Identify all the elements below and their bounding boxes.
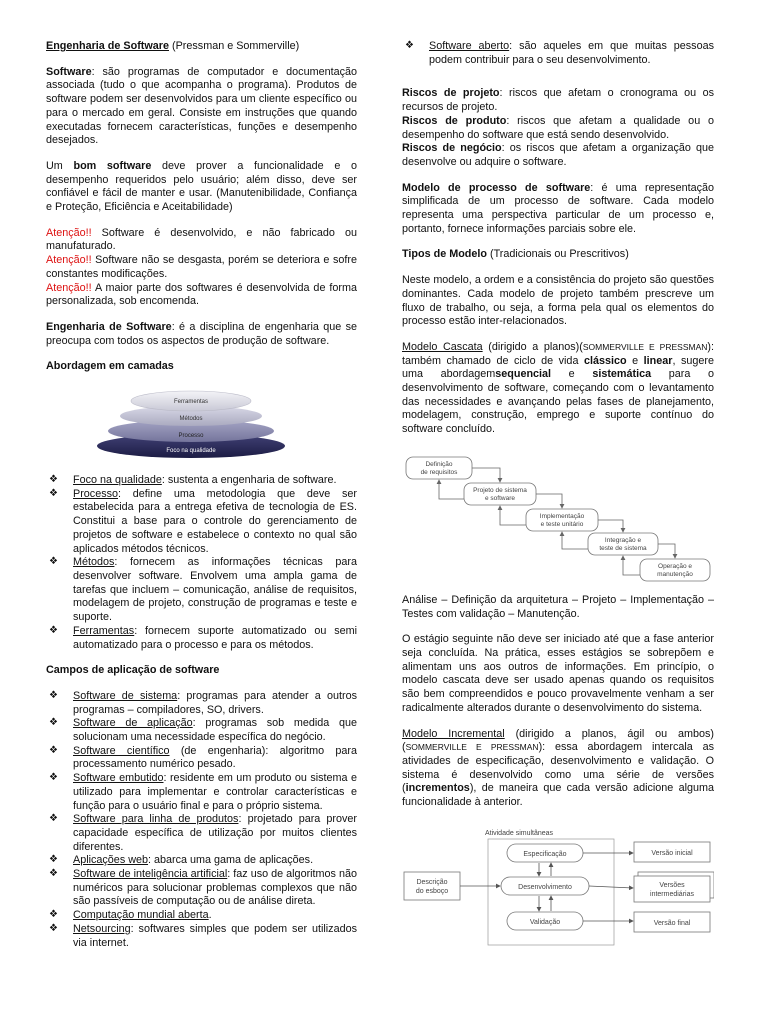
diamond-bullet-icon: ❖ [49, 556, 58, 568]
waterfall-feedback [500, 506, 526, 525]
waterfall-label: teste de sistema [599, 544, 647, 552]
tipos-heading [402, 248, 714, 262]
cascata-text: (dirigido a planos)( [482, 340, 583, 353]
engenharia-definition [46, 321, 357, 348]
title-note: (Pressman e Sommerville) [169, 40, 300, 52]
attention-text: Software é desenvolvido, e não fabricado ou manufaturado. [46, 226, 357, 253]
activity-label: Desenvolvimento [518, 883, 572, 891]
diamond-bullet-icon: ❖ [49, 624, 58, 636]
version-label: intermediárias [650, 890, 694, 898]
risk-term: Riscos de produto [402, 114, 507, 127]
risk-text: : os riscos que afetam a organização que desenvolve ou adquire o software. [402, 142, 714, 168]
waterfall-label: Implementação [539, 512, 585, 520]
diamond-bullet-icon: ❖ [405, 40, 414, 51]
item-term: Software aberto [429, 40, 510, 52]
waterfall-arrow [536, 494, 562, 508]
list-item [46, 909, 357, 923]
bom-software-paragraph [46, 160, 357, 215]
engenharia-def: : é a disciplina de engenharia que se preocupa com todos os aspectos de produção de software. [46, 320, 357, 347]
waterfall-label: de requisitos [420, 468, 458, 476]
item-term: Netsourcing [73, 922, 131, 935]
waterfall-label: Integração e [604, 536, 642, 544]
incremental-term: Modelo Incremental [402, 727, 505, 740]
activity-label: Validação [529, 918, 561, 926]
incremental-text: ): essa abordagem intercala as atividades de especificação, desenvolvimento e validação. O sistema é desenvolvido como uma série de versões ( [402, 741, 714, 795]
layer-quality-label: Foco na qualidade [166, 448, 216, 455]
attention-block [46, 227, 357, 309]
engenharia-term: Engenharia de Software [46, 320, 172, 333]
waterfall-label: e teste unitário [540, 520, 584, 528]
software-definition [46, 66, 357, 148]
item-term: Software para linha de produtos [73, 813, 239, 826]
item-text: : sustenta a engenharia de software. [161, 474, 337, 487]
cascata-authors: SOMMERVILLE E PRESSMAN [582, 341, 708, 352]
outline-label: Descrição [416, 878, 448, 886]
item-text: : softwares simples que podem ser utilizados via internet. [73, 922, 357, 949]
aberto-list [402, 40, 714, 67]
waterfall-label: Projeto de sistema [473, 486, 527, 494]
diamond-bullet-icon: ❖ [49, 909, 58, 921]
diamond-bullet-icon: ❖ [49, 868, 58, 880]
list-item [46, 745, 357, 772]
list-item [46, 690, 357, 717]
layer-process-label: Processo [178, 433, 204, 440]
list-item [46, 772, 357, 813]
item-text: (de engenharia): algoritmo para processamento numérico pesado. [73, 744, 358, 771]
list-item [46, 854, 357, 868]
risk-text: : riscos que afetam a qualidade ou o desempenho do software que está sendo desenvolvido. [402, 114, 714, 141]
waterfall-label: Definição [425, 460, 453, 468]
list-item [46, 556, 357, 625]
item-term: Software de inteligência artificial [73, 868, 228, 881]
item-text: : fornecem suporte automatizado ou semi automatizado para o processo e para os métodos. [73, 624, 357, 651]
item-text: : define uma metodologia que deve ser estabelecida para a entrega efetiva de tecnologia de ES. Constitui a base para o controle do gerenciamento de projetos de software e estabelece o contexto no qual são aplicados métodos técnicos. [73, 487, 357, 555]
cascata-bold: clássico [583, 354, 627, 367]
right-column [402, 40, 714, 946]
diamond-bullet-icon: ❖ [49, 744, 58, 756]
outline-label: do esboço [415, 887, 449, 895]
item-text: : programas para atender a outros programas – compiladores, SO, drivers. [73, 689, 357, 716]
item-term: Software embutido [73, 772, 164, 785]
cascata-caption: Análise – Definição da arquitetura – Projeto – Implementação – Testes com validação – Manutenção. [402, 593, 714, 620]
layers-list [46, 474, 357, 652]
list-item [46, 625, 357, 652]
incremental-text: (dirigido a planos, ágil ou ambos)( [402, 727, 714, 754]
waterfall-feedback [623, 556, 640, 575]
item-term: Software científico [73, 744, 170, 757]
incremental-authors: SOMMERVILLE E PRESSMAN [405, 742, 539, 753]
list-item [402, 40, 714, 67]
list-item [46, 813, 357, 854]
item-term: Métodos [73, 556, 115, 569]
attention-label: Atenção!! [46, 226, 92, 239]
item-text: : abarca uma gama de aplicações. [148, 854, 314, 867]
cascata-note: O estágio seguinte não deve ser iniciado até que a fase anterior seja concluída. Na prática, esses estágios se sobrepõem e alimentam uns aos outros de informações. Em princípio, o modelo cascata deve ser usado apenas quando os requisitos são bem compreendidos e pouco provavelmente venham a ser radicalmente alterados durante o desenvolvimento do sistema. [402, 633, 714, 714]
list-item [46, 474, 357, 488]
incremental-diagram [402, 828, 714, 946]
diamond-bullet-icon: ❖ [49, 772, 58, 784]
item-text: : faz uso de algoritmos não numéricos para solucionar problemas complexos que não são passíveis de computação ou de análise direta. [73, 868, 357, 908]
risk-term: Riscos de projeto [402, 87, 500, 100]
item-term: Computação mundial aberta [73, 909, 209, 922]
attention-label: Atenção!! [46, 281, 92, 294]
waterfall-label: e software [485, 494, 515, 502]
item-term: Processo [73, 487, 119, 500]
item-text: : são aqueles em que muitas pessoas podem contribuir para o seu desenvolvimento. [429, 40, 714, 66]
title-paragraph [46, 40, 357, 54]
bom-pre: Um [46, 159, 74, 172]
bom-def: deve prover a funcionalidade e o desempenho requeridos pelo usuário; além disso, deve ser confiável e fácil de manter e usar. (Manutenibilidade, Confiança e Proteção, Eficiência e Aceitabilidade) [46, 159, 357, 214]
item-text: : programas sob medida que solucionam uma necessidade específica do negócio. [73, 717, 357, 744]
item-text: : fornecem as informações técnicas para desenvolver software. Envolvem uma ampla gama de tarefas que incluem – comunicação, análise de requisitos, modelagem de projeto, construção de programas e teste e suporte. [73, 556, 357, 624]
item-term: Software de aplicação [73, 717, 193, 730]
tipos-term: Tipos de Modelo [402, 248, 487, 261]
cascata-term: Modelo Cascata [402, 340, 483, 353]
incremental-text: ), de maneira que cada versão adicione alguma funcionalidade à anterior. [402, 782, 714, 809]
page-title: Engenharia de Software [46, 40, 169, 52]
version-label: Versão final [653, 919, 691, 927]
software-term: Software [46, 65, 92, 78]
list-item [46, 488, 357, 557]
campos-list [46, 690, 357, 950]
attention-text: A maior parte dos softwares é desenvolvida de forma personalizada, sob encomenda. [46, 281, 357, 308]
item-term: Software de sistema [73, 689, 178, 702]
version-label: Versões [659, 881, 685, 889]
layer-methods-label: Métodos [179, 416, 203, 423]
cascata-bold: sistemática [592, 368, 652, 381]
list-item [46, 868, 357, 909]
cascata-bold: linear [643, 354, 673, 367]
modelo-term: Modelo de processo de software [402, 181, 591, 194]
incremental-bold: incrementos [405, 782, 470, 795]
attention-text: Software não se desgasta, porém se deteriora e sofre constantes modificações. [46, 254, 357, 280]
campos-heading: Campos de aplicação de software [46, 664, 220, 677]
left-column [46, 40, 357, 962]
item-text: . [208, 909, 212, 922]
waterfall-label: manutenção [657, 570, 693, 578]
cascata-paragraph [402, 341, 714, 437]
waterfall-arrow [598, 520, 623, 532]
neste-paragraph: Neste modelo, a ordem e a consistência do projeto são questões dominantes. Cada modelo de projeto também prescreve um fluxo de trabalho, ou seja, a forma pela qual os elementos do processo estão inter-relacionados. [402, 274, 714, 328]
cascata-text: para o desenvolvimento de software, começando com o levantamento das necessidades e avançando pelas fases de planejamento, modelagem, construção, emprego e suporte contínuo do software concluído. [402, 368, 714, 436]
waterfall-diagram [402, 451, 714, 586]
item-term: Foco na qualidade [73, 474, 162, 487]
diamond-bullet-icon: ❖ [49, 813, 58, 825]
list-item [46, 923, 357, 950]
risk-text: : riscos que afetam o cronograma ou os recursos de projeto. [402, 87, 715, 114]
item-term: Aplicações web [73, 854, 149, 867]
diamond-bullet-icon: ❖ [49, 474, 58, 486]
software-def-text: : são programas de computador e documentação associada (tudo o que acompanha o programa). Produtos de software podem ser desenvolvidos para um cliente específico ou para o mercado em geral. Consiste em instruções que quando executadas fornecem características, funções e desempenho desejados. [46, 65, 357, 147]
attention-label: Atenção!! [46, 254, 92, 267]
modelo-def: : é uma representação simplificada de um processo de software. Cada modelo representa uma perspectiva particular de um processo e, portanto, fornece informações parciais sobre ele. [402, 181, 714, 235]
waterfall-feedback [562, 532, 588, 549]
waterfall-arrow [472, 468, 500, 482]
item-text: : residente em um produto ou sistema e utilizado para implementar e controlar características e função para o usuário final e para o próprio sistema. [73, 772, 357, 812]
diamond-bullet-icon: ❖ [49, 689, 58, 701]
waterfall-arrow [658, 544, 675, 558]
cascata-text: , sugere uma abordagem [402, 354, 714, 381]
version-intermediate [634, 876, 710, 902]
riscos-block [402, 87, 714, 169]
cascata-text: e [626, 354, 644, 367]
diamond-bullet-icon: ❖ [49, 717, 58, 729]
diamond-bullet-icon: ❖ [49, 922, 58, 934]
cascata-text: e [551, 368, 593, 381]
item-term: Ferramentas [73, 624, 135, 637]
activity-label: Especificação [523, 850, 567, 858]
tipos-note: (Tradicionais ou Prescritivos) [486, 248, 629, 261]
layer-tools-label: Ferramentas [173, 399, 209, 406]
cascata-bold: sequencial [495, 368, 552, 381]
waterfall-feedback [439, 480, 464, 499]
waterfall-label: Operação e [658, 562, 692, 570]
incremental-paragraph [402, 728, 714, 810]
cascata-text: ): também chamado de ciclo de vida [402, 340, 714, 367]
incremental-top-label: Atividade simultâneas [484, 829, 554, 837]
version-label: Versão inicial [651, 849, 693, 857]
risk-term: Riscos de negócio [402, 142, 502, 155]
layers-diagram [96, 384, 286, 460]
outline-box [404, 872, 460, 900]
list-item [46, 717, 357, 744]
item-text: : projetado para prover capacidade específica de utilização por muitos clientes diferentes. [73, 813, 358, 853]
diamond-bullet-icon: ❖ [49, 854, 58, 866]
diamond-bullet-icon: ❖ [49, 487, 58, 499]
layers-heading: Abordagem em camadas [46, 360, 174, 373]
incremental-arrow [589, 886, 633, 888]
bom-term: bom software [73, 159, 152, 172]
modelo-processo-paragraph [402, 182, 714, 237]
